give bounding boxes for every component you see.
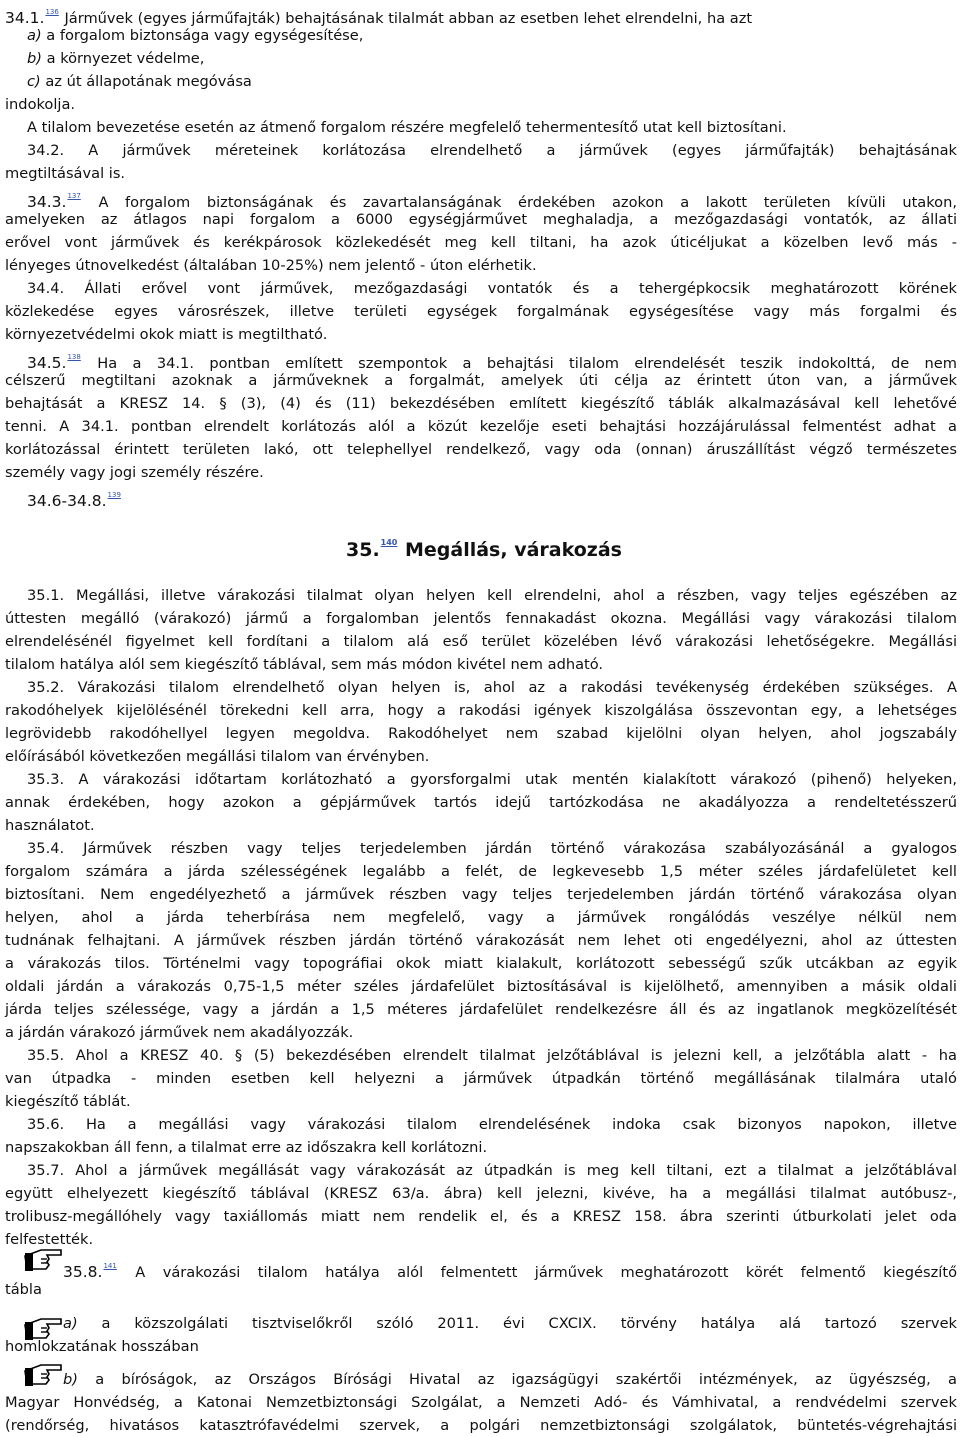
text-line: személy vagy jogi személy részére. <box>5 464 264 481</box>
text-line: kiegészítő táblát. <box>5 1093 131 1110</box>
text-line: elrendelésénél figyelmet kell fordítani a tilalom alá eső terület közelében lévő várakozási lehetőségekre. Megállási <box>5 633 957 650</box>
list-marker: a) <box>63 1315 78 1332</box>
list-marker: c) <box>27 73 41 90</box>
text-line: tenni. A 34.1. pontban elrendelt korlátozás alól a közút kezelője eseti behajtási hozzájárulással felmentést adhat a <box>5 418 957 435</box>
text-line: közlekedése egyes városrészek, illetve területi egységek forgalmának egységesítése vagy más forgalmi és <box>5 303 957 320</box>
list-text: a környezet védelme, <box>46 50 205 67</box>
para-35-4: 35.4. Járművek részben vagy teljes terjedelemben járdán történő várakozása szabályozásánál a gyalogos <box>27 840 957 857</box>
text-line: tudnának felhajtani. A járművek részben járdán történő várakozását nem lehet oti engedélyezni, ahol az úttesten <box>5 932 957 949</box>
list-marker: b) <box>27 50 42 67</box>
footnote-link[interactable]: 139 <box>107 491 121 499</box>
text-line: forgalom számára a járda szélességének legalább a felét, de legkevesebb 1,5 méter széles járdafelületet kell <box>5 863 957 880</box>
para-34-4: 34.4. Állati erővel vont járművek, mezőgazdasági vontatók és a tehergépkocsik meghatározott körének <box>27 280 957 297</box>
footnote-link[interactable]: 138 <box>67 353 81 361</box>
text-line: helyen, ahol a járda teherbírása nem megfelelő, vagy a járművek rongálódás veszélye nélkül nem <box>5 909 957 926</box>
text-line: a várakozás tilos. Történelmi vagy topográfiai okok miatt kialakult, korlátozott sebességű szűk utcákban az egyik <box>5 955 957 972</box>
para-34-5 <box>27 346 958 372</box>
footnote-link[interactable]: 141 <box>103 1262 117 1270</box>
text-line: tilalom hatálya alól sem kiegészítő táblával, sem más módon kivétel nem adható. <box>5 656 604 673</box>
para-35-5: 35.5. Ahol a KRESZ 40. § (5) bekezdésében elrendelt tilalmat jelzőtáblával is jelezni kell, a jelzőtábla alatt - ha <box>27 1047 957 1064</box>
text-line: indokolja. <box>5 96 76 113</box>
para-34-3 <box>27 185 958 211</box>
list-item-b <box>27 47 957 70</box>
text-line: legrövidebb rakodóhellyel legyen megoldva. Rakodóhelyet nem szabad kijelölni olyan helyen, ahol jogszabály <box>5 725 957 742</box>
heading-number: 35. <box>346 539 380 561</box>
para-35-7: 35.7. Ahol a járművek megállását vagy várakozását az útpadkán is meg kell tiltani, ezt a tilalmat a jelzőtáblával <box>27 1162 957 1179</box>
list-marker: b) <box>63 1371 78 1388</box>
para-35-6: 35.6. Ha a megállási vagy várakozási tilalom elrendelésének indoka csak bizonyos napokon, illetve <box>27 1116 957 1133</box>
text-line: korlátozással érintett területen lakó, ott telephellyel rendelkező, vagy oda (onnan) áruszállítást végző természetes <box>5 441 957 458</box>
text-line: megtiltásával is. <box>5 165 126 182</box>
para-35-2: 35.2. Várakozási tilalom elrendelhető olyan helyen is, ahol az a rakodási tevékenység érdekében szükséges. A <box>27 679 957 696</box>
text-line: (rendőrség, hivatásos katasztrófavédelmi szervek, a polgári nemzetbiztonsági szolgálatok, büntetés-végrehajtási <box>5 1417 957 1434</box>
para-34-2: 34.2. A járművek méreteinek korlátozása elrendelhető a járművek (egyes járműfajták) behajtásának <box>27 142 957 159</box>
paragraph-text: Járművek (egyes járműfajták) behajtásának tilalmát abban az esetben lehet elrendelni, ha azt <box>64 10 753 27</box>
text-line: annak érdekében, hogy azokon a gépjárművek tartós idejű tartózkodása ne akadályozza a rendeltetésszerű <box>5 794 957 811</box>
para-35-3: 35.3. A várakozási időtartam korlátozható a gyorsforgalmi utak mentén kialakított várakozó (pihenő) helyeken, <box>27 771 957 788</box>
text-line: homlokzatának hosszában <box>5 1338 199 1355</box>
text-line: behajtását a KRESZ 14. § (3), (4) és (11) bekezdésében említett kiegészítő táblák alkalmazásával kell lehetővé <box>5 395 957 412</box>
text-line: előírásából következően megállási tilalom van érvényben. <box>5 748 430 765</box>
para-35-8 <box>63 1255 958 1281</box>
list-text: az út állapotának megóvása <box>45 73 252 90</box>
text-line: felfestették. <box>5 1231 94 1248</box>
text-line: a járdán várakozó járművek nem akadályozzák. <box>5 1024 354 1041</box>
text-line: trolibusz-megállóhely vagy taxiállomás miatt nem rendelik el, és a KRESZ 158. ábra szerinti útburkolati jelet oda <box>5 1208 957 1225</box>
text-line: környezetvédelmi okok miatt is megtiltható. <box>5 326 328 343</box>
section-heading <box>5 531 960 562</box>
list-text: a forgalom biztonsága vagy egységesítése, <box>46 27 364 44</box>
text-line: amelyeken az átlagos napi forgalom a 6000 egységjárművet meghaladja, a mezőgazdasági vontatók, az állati <box>5 211 957 228</box>
paragraph-number: 34.1. <box>5 9 45 27</box>
para-35-1: 35.1. Megállási, illetve várakozási tilalmat olyan helyen kell elrendelni, ahol a részben, vagy teljes egészében az <box>27 587 957 604</box>
text-line: A tilalom bevezetése esetén az átmenő forgalom részére megfelelő tehermentesítő utat kell biztosítani. <box>27 119 787 136</box>
paragraph-text: A várakozási tilalom hatálya alól felmentett járművek meghatározott körét felmentő kiegészítő <box>135 1264 958 1281</box>
text-line: biztosítani. Nem engedélyezhető a járművek részben vagy teljes terjedelemben járdán történő várakozása olyan <box>5 886 957 903</box>
footnote-link[interactable]: 136 <box>45 8 59 16</box>
para-34-6-8 <box>27 484 957 510</box>
text-line: erővel vont járművek és kerékpárosok közlekedését meg kell tiltani, ha azok úticéljukat a közelben levő más - <box>5 234 957 251</box>
text-line: napszakokban áll fenn, a tilalmat erre az időszakra kell korlátozni. <box>5 1139 488 1156</box>
footnote-link[interactable]: 140 <box>380 538 398 547</box>
pointing-hand-icon <box>23 1357 65 1389</box>
text-line: oldali járdán a várakozás 0,75-1,5 méter széles járdafelület biztosításával is kijelölhető, amennyiben a másik oldali <box>5 978 957 995</box>
text-line: lényeges útnovelkedést (általában 10-25%) nem jelentő - úton elérhetik. <box>5 257 537 274</box>
heading-title: Megállás, várakozás <box>405 539 622 561</box>
list-text: a bíróságok, az Országos Bírósági Hivatal az igazságügyi szakértői intézmények, az ügyészség, a <box>95 1371 958 1388</box>
pointing-hand-icon <box>23 1242 65 1274</box>
text-line: használatot. <box>5 817 95 834</box>
para-34-1 <box>5 1 957 27</box>
list-item-b <box>63 1368 957 1391</box>
text-line: járda teljes szélessége, vagy a járdán a 1,5 méteres járdafelület rendelkezésre áll és az ingatlanok megközelítését <box>5 1001 957 1018</box>
text-line: tábla <box>5 1281 42 1298</box>
paragraph-text: A forgalom biztonságának és zavartalanságának érdekében azokon a lakott területen kívüli utakon, <box>98 194 958 211</box>
paragraph-number: 35.8. <box>63 1263 103 1281</box>
list-text: a közszolgálati tisztviselőkről szóló 2011. évi CXCIX. törvény hatálya alá tartozó szervek <box>101 1315 958 1332</box>
paragraph-number: 34.3. <box>27 193 67 211</box>
text-line: célszerű megtiltani azoknak a járműveknek a forgalmát, amelyek úti célja az érintett úton van, a járművek <box>5 372 957 389</box>
footnote-link[interactable]: 137 <box>67 192 81 200</box>
text-line: úttesten megálló (várakozó) jármű a forgalomban jelentős fennakadást okozna. Megállási vagy várakozási tilalom <box>5 610 957 627</box>
paragraph-number: 34.6-34.8. <box>27 492 107 510</box>
text-line: együtt elhelyezett kiegészítő táblával (KRESZ 63/a. ábra) kell jelezni, kivéve, ha a megállási tilalmat autóbusz-, <box>5 1185 957 1202</box>
paragraph-number: 34.5. <box>27 354 67 372</box>
list-item-a <box>63 1312 957 1335</box>
text-line: Magyar Honvédség, a Katonai Nemzetbiztonsági Szolgálat, a Nemzeti Adó- és Vámhivatal, a rendvédelmi szervek <box>5 1394 957 1411</box>
list-item-c <box>27 70 957 93</box>
text-line: van útpadka - minden esetben kell helyezni a járművek útpadkán történő megállásának tilalmára utaló <box>5 1070 957 1087</box>
list-item-a <box>27 24 957 47</box>
list-marker: a) <box>27 27 42 44</box>
text-line: rakodóhelyek kijelölésénél törekedni kell arra, hogy a rakodási igények kiszolgálása összevontan egy, a lehetséges <box>5 702 957 719</box>
paragraph-text: Ha a 34.1. pontban említett szempontok a behajtási tilalom elrendelését teszik indokolttá, de nem <box>97 355 958 372</box>
